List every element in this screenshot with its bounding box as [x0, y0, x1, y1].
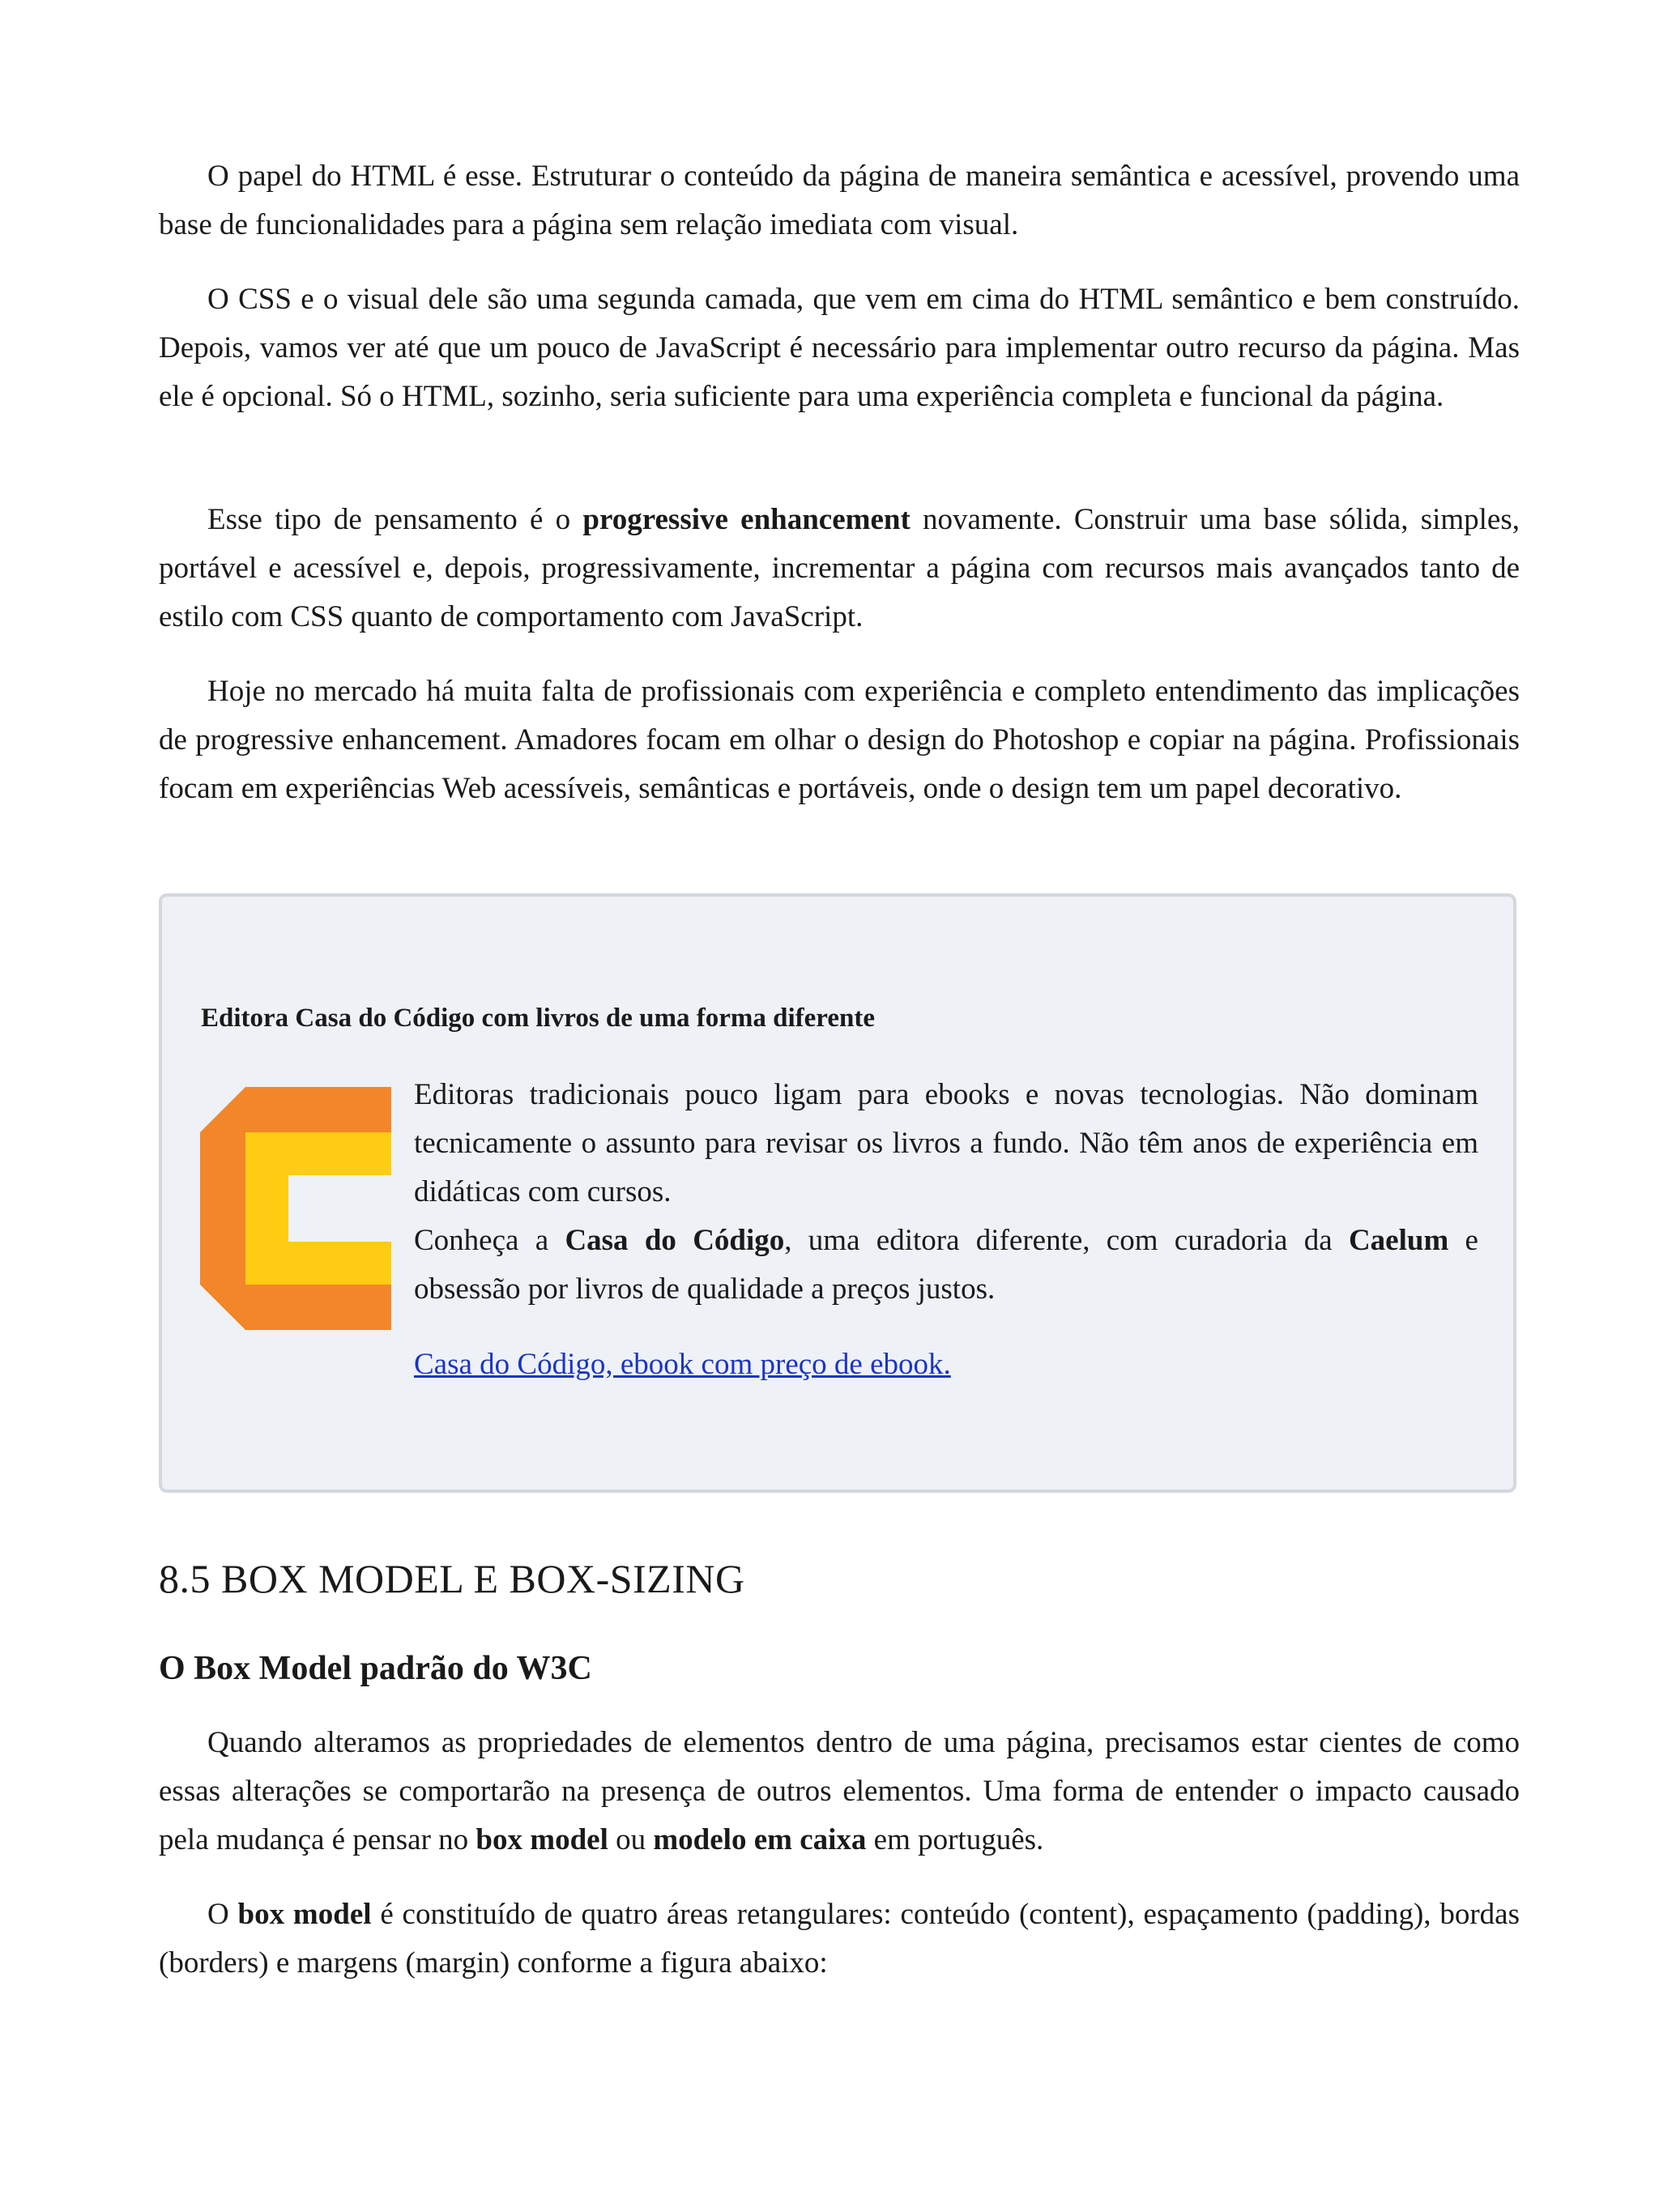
ad-description [414, 1071, 1478, 1314]
bold-term: modelo em caixa [653, 1823, 867, 1856]
text-run: Esse tipo de pensamento é o [207, 503, 583, 536]
casa-do-codigo-link[interactable]: Casa do Código, ebook com preço de ebook. [414, 1348, 951, 1381]
publisher-ad-box [159, 893, 1516, 1493]
text-run: e obsessão por livros de qualidade a preços justos. [414, 1224, 1478, 1306]
ad-title: Editora Casa do Código com livros de uma forma diferente [201, 1004, 875, 1033]
text-run: Quando alteramos as propriedades de elementos dentro de uma página, precisamos estar cientes de como essas alterações se comportarão na presença de outros elementos. Uma forma de entender o impacto causado pela mudança é pensar no [159, 1726, 1520, 1856]
text-run: O [207, 1898, 238, 1931]
paragraph-box-model-areas [159, 1890, 1520, 1988]
bold-term: box model [476, 1823, 608, 1856]
text-run: é constituído de quatro áreas retangulares: conteúdo (content), espaçamento (padding), bordas (borders) e margens (margin) conforme a figura abaixo: [159, 1898, 1520, 1980]
text-run: novamente. Construir uma base sólida, simples, portável e acessível e, depois, progressivamente, incrementar a página com recursos mais avançados tanto de estilo com CSS quanto de comportamento com JavaScript. [159, 503, 1520, 633]
paragraph-market: Hoje no mercado há muita falta de profissionais com experiência e completo entendimento das implicações de progressive enhancement. Amadores focam em olhar o design do Photoshop e copiar na página. Profissionais focam em experiências Web acessíveis, semânticas e portáveis, onde o design tem um papel decorativo. [159, 675, 1520, 805]
subsection-heading: O Box Model padrão do W3C [159, 1650, 592, 1687]
bold-brand: Caelum [1348, 1224, 1449, 1257]
paragraph-html-role: O papel do HTML é esse. Estruturar o conteúdo da página de maneira semântica e acessível, provendo uma base de funcionalidades para a página sem relação imediata com visual. [159, 160, 1520, 241]
paragraph-css-layer: O CSS e o visual dele são uma segunda camada, que vem em cima do HTML semântico e bem construído. Depois, vamos ver até que um pouco de JavaScript é necessário para implementar outro recurso da página. Mas ele é opcional. Só o HTML, sozinho, seria suficiente para uma experiência completa e funcional da página. [159, 283, 1520, 413]
casa-do-codigo-logo-icon [200, 1087, 391, 1330]
section-heading: 8.5 BOX MODEL E BOX-SIZING [159, 1556, 745, 1601]
bold-term: box model [237, 1898, 372, 1931]
logo-cutout [288, 1175, 391, 1242]
paragraph-box-model-intro [159, 1719, 1520, 1865]
paragraph-progressive-enhancement [159, 496, 1520, 641]
text-run: ou [608, 1823, 654, 1856]
text-run: , uma editora diferente, com curadoria da [784, 1224, 1349, 1257]
text-run: Conheça a [414, 1224, 565, 1257]
bold-brand: Casa do Código [565, 1224, 785, 1257]
text-run: em português. [866, 1823, 1044, 1856]
ad-text-line: Editoras tradicionais pouco ligam para ebooks e novas tecnologias. Não dominam tecnicamente o assunto para revisar os livros a fundo. Não têm anos de experiência em didáticas com cursos. [414, 1078, 1478, 1208]
bold-term: progressive enhancement [582, 503, 911, 536]
